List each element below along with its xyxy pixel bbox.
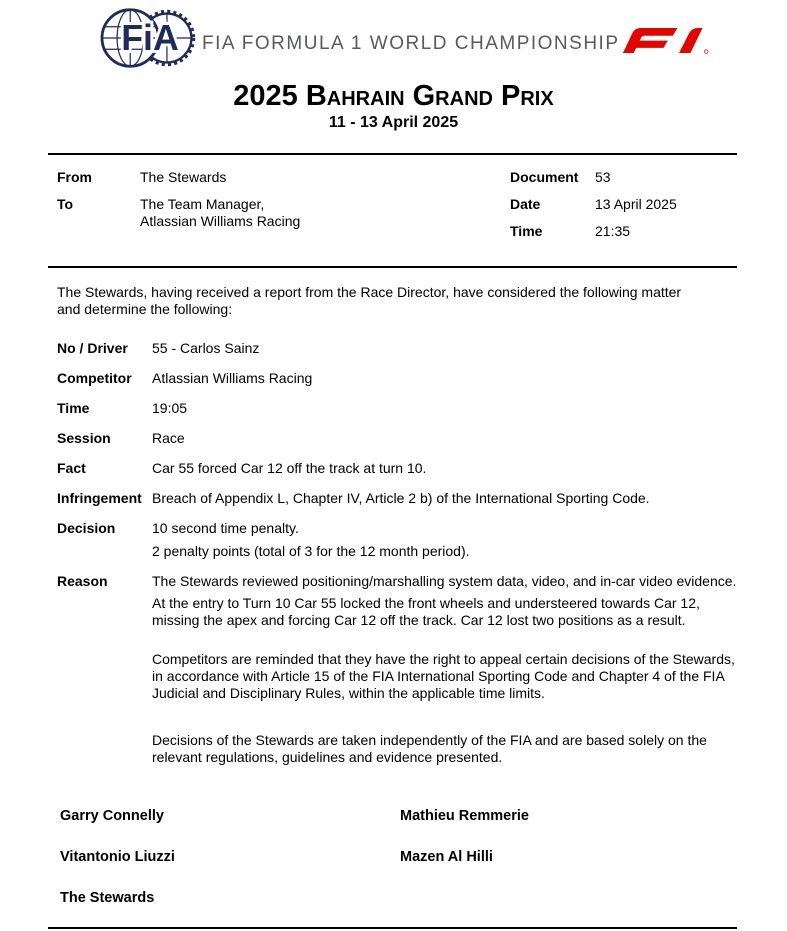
- reason-paragraph-2: At the entry to Turn 10 Car 55 locked the front wheels and understeered towards Car 12, missing the apex and forcing Car 12 off the track. Car 12 lost two positions as a result.: [152, 595, 700, 628]
- meta-row-time: [510, 223, 737, 240]
- no-driver-value: 55 - Carlos Sainz: [152, 340, 260, 356]
- signature-garry-connelly: Garry Connelly: [60, 808, 164, 824]
- row-infringement: [57, 490, 737, 507]
- meta-row-document: [510, 169, 737, 186]
- decision-value: [152, 520, 737, 560]
- competitor-value: Atlassian Williams Racing: [152, 370, 313, 386]
- row-time: [57, 400, 737, 417]
- to-label: To: [57, 196, 74, 212]
- meta-row-from: [57, 169, 510, 186]
- from-label: From: [57, 169, 92, 185]
- intro-paragraph: The Stewards, having received a report from the Race Director, have considered the following matter and determine the following:: [57, 284, 682, 317]
- row-fact: [57, 460, 737, 477]
- document-header: [0, 0, 787, 70]
- fact-value: Car 55 forced Car 12 off the track at turn 10.: [152, 460, 427, 476]
- decision-line2: 2 penalty points (total of 3 for the 12 month period).: [152, 543, 470, 559]
- details-section: [57, 340, 737, 766]
- row-competitor: [57, 370, 737, 387]
- session-time-value: 19:05: [152, 400, 188, 416]
- reason-label: Reason: [57, 573, 108, 589]
- signatures-section: [60, 808, 737, 907]
- signature-vitantonio-liuzzi: Vitantonio Liuzzi: [60, 849, 175, 865]
- document-value: 53: [595, 169, 611, 185]
- meta-row-date: [510, 196, 737, 213]
- row-no-driver: [57, 340, 737, 357]
- fact-label: Fact: [57, 460, 86, 476]
- signature-row-1: [60, 808, 737, 825]
- meta-right: [510, 169, 737, 250]
- signature-mazen-al-hilli: Mazen Al Hilli: [400, 849, 493, 865]
- infringement-label: Infringement: [57, 490, 142, 506]
- to-value-line1: The Team Manager,: [140, 196, 265, 212]
- event-title: 2025 Bahrain Grand Prix: [233, 80, 554, 112]
- from-value: The Stewards: [140, 169, 227, 185]
- row-session: [57, 430, 737, 447]
- competitor-label: Competitor: [57, 370, 132, 386]
- signature-mathieu-remmerie: Mathieu Remmerie: [400, 808, 529, 824]
- decision-line1: 10 second time penalty.: [152, 520, 299, 536]
- document-body: [48, 153, 737, 907]
- bottom-divider: [48, 927, 737, 929]
- time-label: Time: [510, 223, 543, 239]
- meta-block: [48, 153, 737, 268]
- time-value: 21:35: [595, 223, 631, 239]
- meta-left: [57, 169, 510, 250]
- session-time-label: Time: [57, 400, 90, 416]
- f1-logo-icon: [620, 25, 710, 56]
- to-value-line2: Atlassian Williams Racing: [140, 213, 301, 229]
- decision-label: Decision: [57, 520, 116, 536]
- no-driver-label: No / Driver: [57, 340, 128, 356]
- signature-row-2: [60, 849, 737, 866]
- to-value: [140, 196, 300, 230]
- reason-value: [152, 573, 737, 766]
- fia-logo-icon: [98, 6, 202, 70]
- reason-paragraph-3: Competitors are reminded that they have the right to appeal certain decisions of the Stewards, in accordance with Article 15 of the FIA International Sporting Code and Chapter 4 of the FIA Judicial and Disciplinary Rules, within the applicable time limits.: [152, 651, 735, 701]
- session-value: Race: [152, 430, 185, 446]
- meta-row-to: [57, 196, 510, 230]
- session-label: Session: [57, 430, 111, 446]
- document-label: Document: [510, 169, 579, 185]
- reason-paragraph-4: Decisions of the Stewards are taken independently of the FIA and are based solely on the relevant regulations, guidelines and evidence presented.: [152, 732, 707, 765]
- date-value: 13 April 2025: [595, 196, 677, 212]
- fia-logo-text: FiA: [121, 18, 179, 59]
- date-label: Date: [510, 196, 541, 212]
- championship-title: FIA FORMULA 1 WORLD CHAMPIONSHIP: [202, 33, 620, 54]
- signature-closing: The Stewards: [60, 890, 155, 906]
- row-decision: [57, 520, 737, 560]
- row-reason: [57, 573, 737, 766]
- reason-paragraph-1: The Stewards reviewed positioning/marshalling system data, video, and in-car video evidence.: [152, 573, 737, 589]
- event-dates: 11 - 13 April 2025: [328, 114, 459, 131]
- infringement-value: Breach of Appendix L, Chapter IV, Article 2 b) of the International Sporting Code.: [152, 490, 650, 506]
